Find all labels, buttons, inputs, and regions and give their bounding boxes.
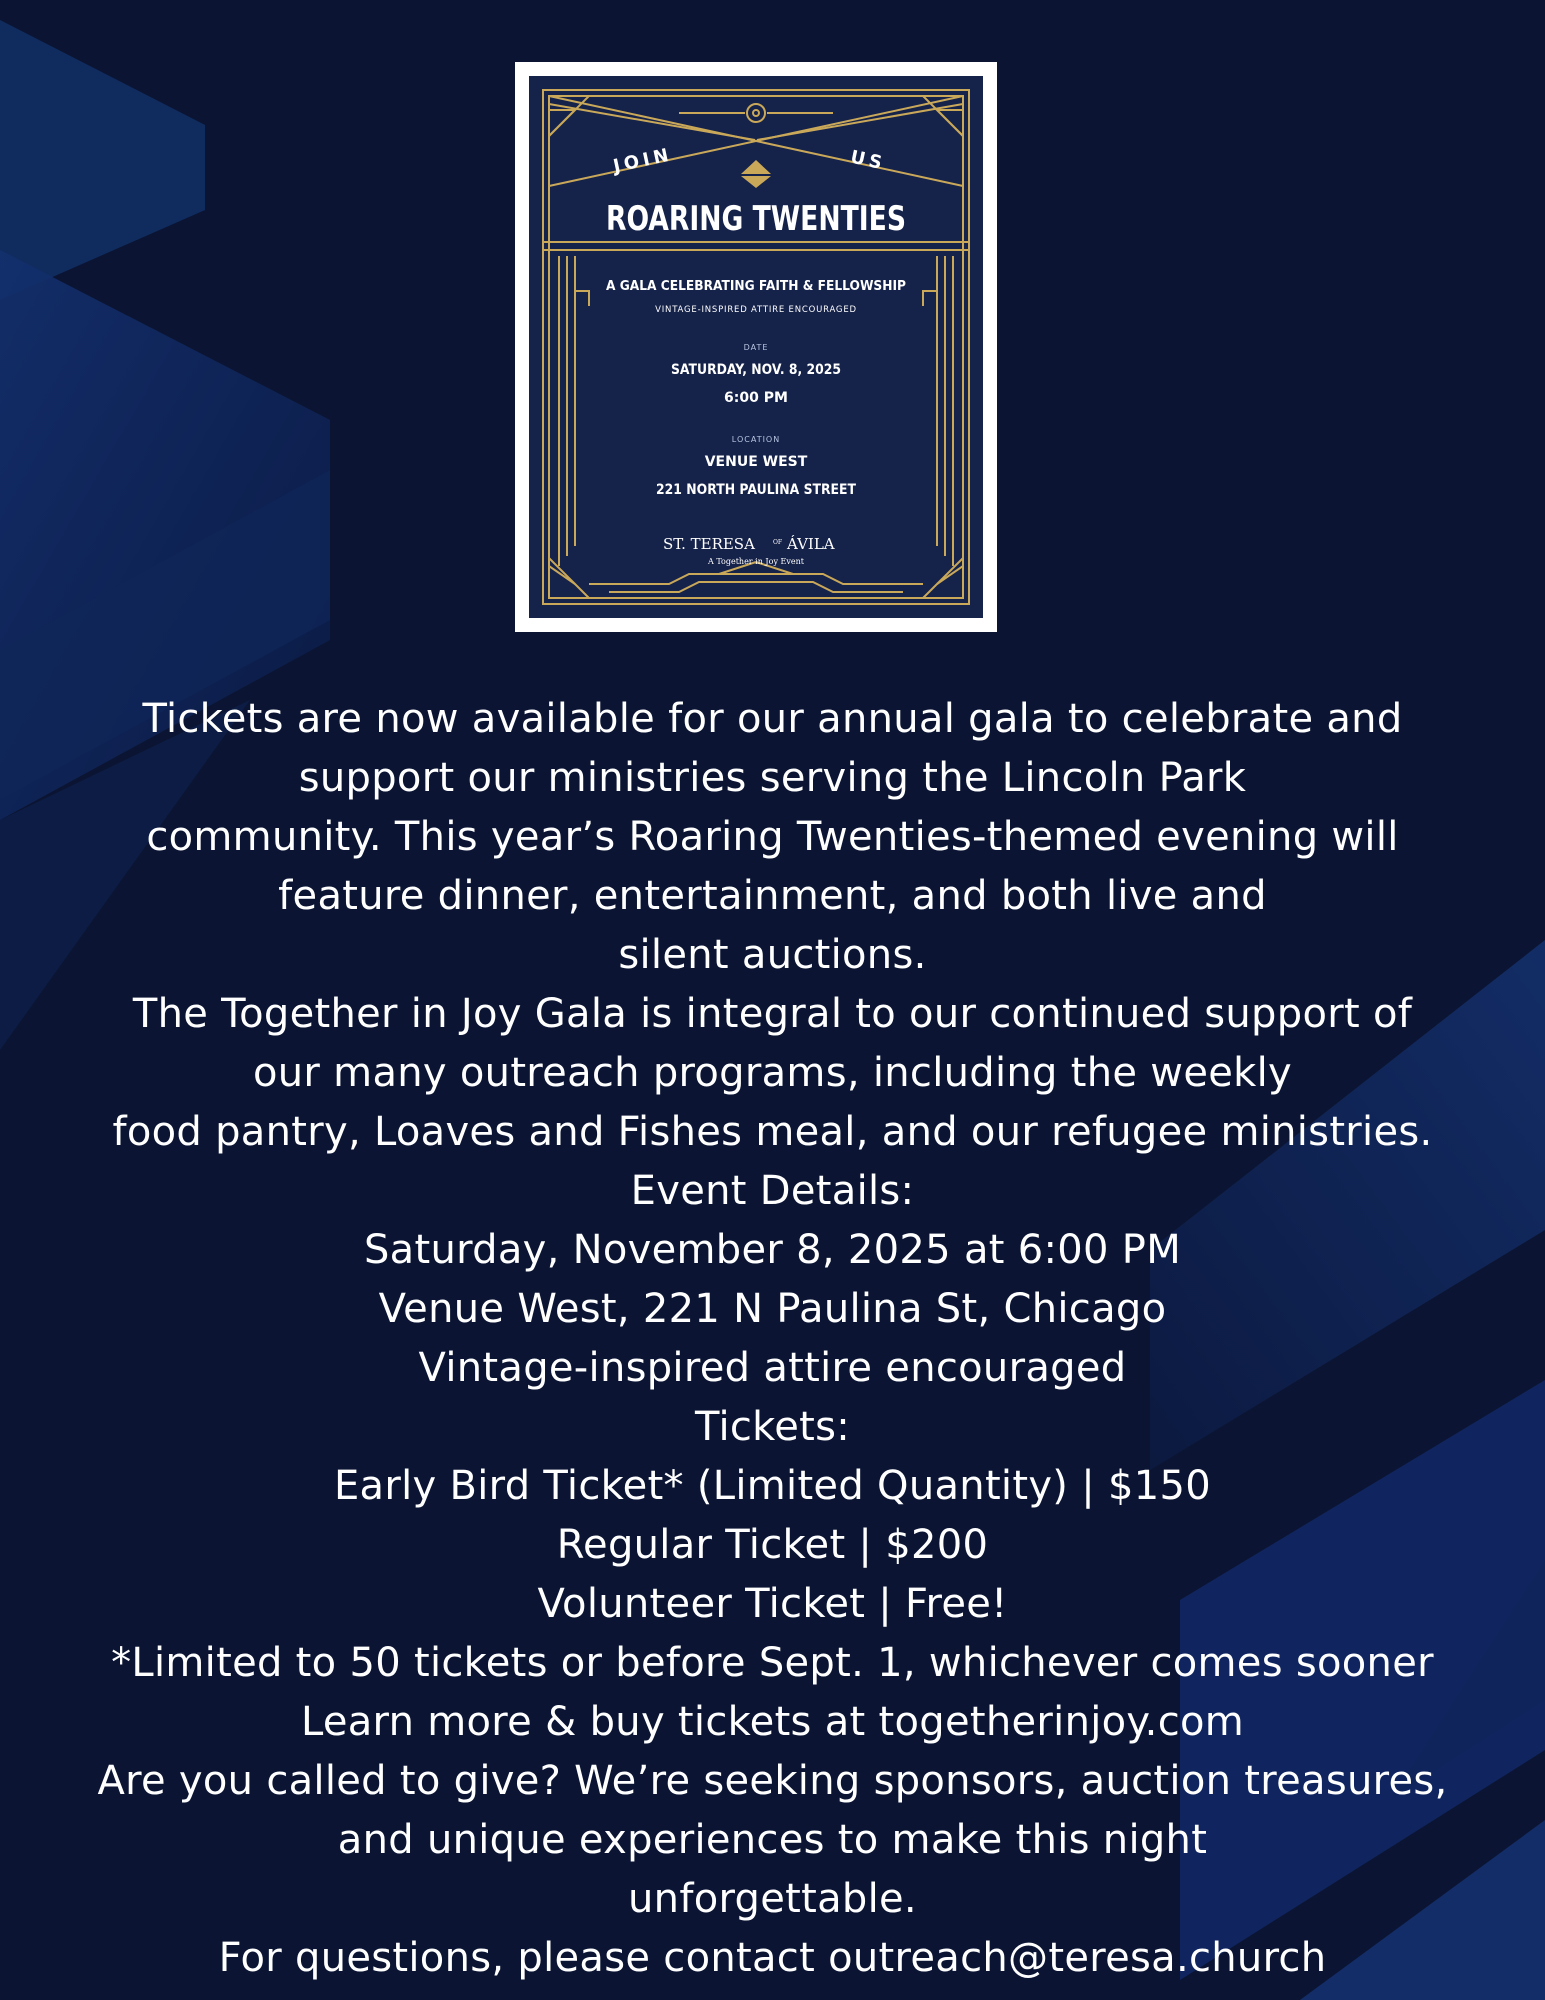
intro-line: community. This year’s Roaring Twenties-themed evening will — [146, 814, 1399, 860]
give-line: Are you called to give? We’re seeking sponsors, auction treasures, — [97, 1758, 1448, 1804]
invitation-subtitle: A GALA CELEBRATING FAITH & FELLOWSHIP — [606, 279, 906, 294]
invitation-join-text: JOIN — [611, 144, 675, 178]
invitation-org-name-2: ÁVILA — [787, 535, 835, 553]
purpose-line: food pantry, Loaves and Fishes meal, and our refugee ministries. — [112, 1109, 1433, 1155]
invitation-date: SATURDAY, NOV. 8, 2025 — [671, 362, 841, 378]
intro-line: silent auctions. — [618, 932, 927, 978]
invitation-time: 6:00 PM — [724, 390, 788, 406]
invitation-org-tagline: A Together in Joy Event — [708, 557, 804, 566]
invitation-date-label: DATE — [743, 343, 769, 352]
invitation-location-label: LOCATION — [731, 435, 781, 444]
tickets-heading: Tickets: — [694, 1404, 851, 1450]
intro-line: support our ministries serving the Lincoln Park — [298, 755, 1247, 801]
ticket-regular: Regular Ticket | $200 — [556, 1522, 989, 1568]
contact-line: For questions, please contact outreach@teresa.church — [218, 1935, 1327, 1981]
ticket-note: *Limited to 50 tickets or before Sept. 1, whichever comes sooner — [111, 1640, 1434, 1686]
event-attire-line: Vintage-inspired attire encouraged — [418, 1345, 1127, 1391]
invitation-org-of: OF — [773, 539, 783, 546]
invitation-org-name-1: ST. TERESA — [663, 535, 755, 553]
invitation-title: ROARING TWENTIES — [606, 199, 906, 239]
purpose-line: our many outreach programs, including the weekly — [253, 1050, 1292, 1096]
event-date-line: Saturday, November 8, 2025 at 6:00 PM — [363, 1227, 1182, 1273]
invitation-address: 221 NORTH PAULINA STREET — [656, 482, 857, 498]
invitation-card — [515, 62, 997, 632]
invitation-artwork — [529, 76, 983, 618]
announcement-body — [40, 690, 1505, 1988]
ticket-volunteer: Volunteer Ticket | Free! — [537, 1581, 1008, 1627]
learn-more-line: Learn more & buy tickets at togetherinjoy.com — [300, 1699, 1245, 1745]
intro-line: feature dinner, entertainment, and both live and — [278, 873, 1267, 919]
give-line: unforgettable. — [628, 1876, 917, 1922]
intro-line: Tickets are now available for our annual gala to celebrate and — [142, 696, 1403, 742]
event-details-heading: Event Details: — [630, 1168, 915, 1214]
give-line: and unique experiences to make this night — [337, 1817, 1208, 1863]
invitation-us-text: US — [848, 146, 888, 175]
ticket-early-bird: Early Bird Ticket* (Limited Quantity) | $150 — [333, 1463, 1212, 1509]
invitation-venue: VENUE WEST — [704, 454, 808, 470]
invitation-attire: VINTAGE-INSPIRED ATTIRE ENCOURAGED — [655, 305, 857, 315]
event-venue-line: Venue West, 221 N Paulina St, Chicago — [378, 1286, 1167, 1332]
purpose-line: The Together in Joy Gala is integral to our continued support of — [132, 991, 1413, 1037]
